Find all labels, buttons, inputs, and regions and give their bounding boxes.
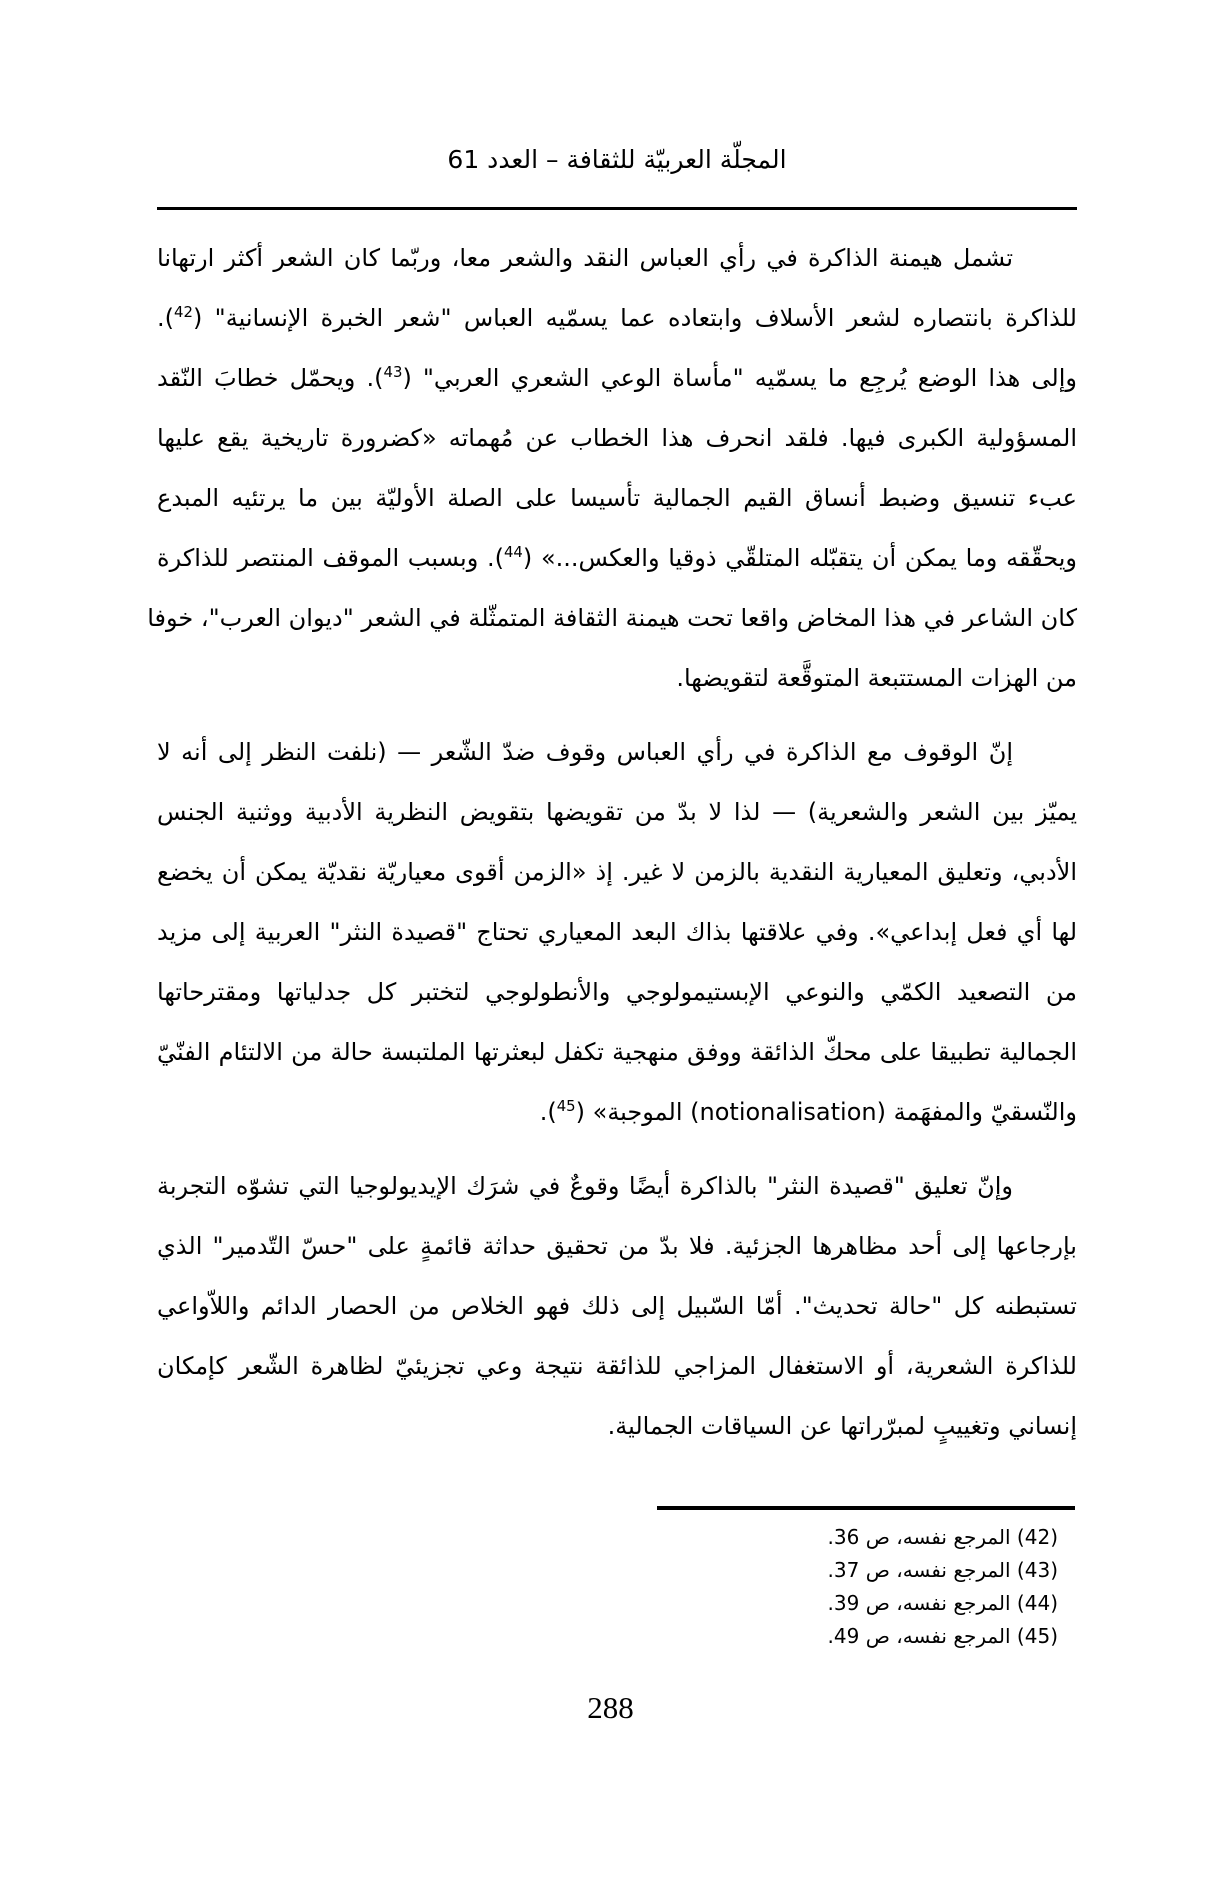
body-line: للذاكرة بانتصاره لشعر الأسلاف وابتعاده عما يسمّيه العباس "شعر الخبرة الإنسانية" ($^{42}$). bbox=[157, 303, 1077, 332]
body-line: ويحقّقه وما يمكن أن يتقبّله المتلقّي ذوقيا والعكس...» ($^{44}$). وبسبب الموقف المنتصر للذاكرة bbox=[157, 543, 1077, 572]
footnote-list bbox=[300, 1521, 1058, 1653]
body-line: الأدبي، وتعليق المعيارية النقدية بالزمن لا غير. إذ «الزمن أقوى معياريّة نقديّة يمكن أن يخضع bbox=[157, 858, 1077, 886]
journal-title-header: المجلّة العربيّة للثقافة – العدد 61 bbox=[447, 145, 787, 174]
body-line: إنساني وتغييبٍ لمبرّراتها عن السياقات الجمالية. bbox=[607, 1412, 1077, 1440]
body-line: بإرجاعها إلى أحد مظاهرها الجزئية. فلا بدّ من تحقيق حداثة قائمةٍ على "حسّ التّدمير" الذي bbox=[157, 1232, 1077, 1260]
footnote-item: (43) المرجع نفسه، ص 37. bbox=[827, 1558, 1058, 1582]
footnote-item: (42) المرجع نفسه، ص 36. bbox=[827, 1525, 1058, 1549]
body-text bbox=[147, 228, 1077, 1456]
body-line: للذاكرة الشعرية، أو الاستغفال المزاجي للذائقة نتيجة وعي تجزيئيّ لظاهرة الشّعر كإمكان bbox=[157, 1352, 1077, 1380]
body-line: والنّسقيّ والمفهَمة (notionalisation) الموجبة» ($^{45}$). bbox=[539, 1097, 1077, 1126]
paragraph-2 bbox=[157, 722, 1077, 1142]
body-line: وإنّ تعليق "قصيدة النثر" بالذاكرة أيضًا وقوعٌ في شرَك الإيديولوجيا التي تشوّه التجربة bbox=[157, 1172, 1013, 1200]
body-line: لها أي فعل إبداعي». وفي علاقتها بذاك البعد المعياري تحتاج "قصيدة النثر" العربية إلى مزيد bbox=[157, 918, 1077, 946]
body-line: تستبطنه كل "حالة تحديث". أمّا السّبيل إلى ذلك فهو الخلاص من الحصار الدائم واللاّواعي bbox=[157, 1292, 1077, 1320]
header-rule bbox=[157, 207, 1077, 210]
body-line: إنّ الوقوف مع الذاكرة في رأي العباس وقوف ضدّ الشّعر — (نلفت النظر إلى أنه لا bbox=[157, 738, 1013, 766]
page-number: 288 bbox=[587, 1690, 634, 1725]
paragraph-1 bbox=[147, 228, 1077, 708]
body-line: تشمل هيمنة الذاكرة في رأي العباس النقد والشعر معا، وربّما كان الشعر أكثر ارتهانا bbox=[157, 244, 1013, 272]
footnote-separator bbox=[657, 1506, 1075, 1510]
footnote-item: (44) المرجع نفسه، ص 39. bbox=[827, 1591, 1058, 1615]
body-line: المسؤولية الكبرى فيها. فلقد انحرف هذا الخطاب عن مُهماته «كضرورة تاريخية يقع عليها bbox=[157, 424, 1077, 452]
body-line: من التصعيد الكمّي والنوعي الإبستيمولوجي والأنطولوجي لتختبر كل جدلياتها ومقترحاتها bbox=[157, 978, 1077, 1006]
body-line: عبء تنسيق وضبط أنساق القيم الجمالية تأسيسا على الصلة الأوليّة بين ما يرتئيه المبدع bbox=[157, 484, 1077, 512]
body-line: وإلى هذا الوضع يُرجِع ما يسمّيه "مأساة الوعي الشعري العربي" ($^{43}$). ويحمّل خطابَ النّقد bbox=[157, 363, 1077, 392]
body-line: كان الشاعر في هذا المخاض واقعا تحت هيمنة الثقافة المتمثّلة في الشعر "ديوان العرب"، خوفا bbox=[147, 604, 1077, 632]
footnote-item: (45) المرجع نفسه، ص 49. bbox=[827, 1624, 1058, 1648]
body-line: من الهزات المستتبعة المتوقَّعة لتقويضها. bbox=[676, 664, 1077, 692]
body-line: يميّز بين الشعر والشعرية) — لذا لا بدّ من تقويضها بتقويض النظرية الأدبية ووثنية الجنس bbox=[157, 798, 1077, 826]
paragraph-3 bbox=[157, 1156, 1077, 1456]
body-line: الجمالية تطبيقا على محكّ الذائقة ووفق منهجية تكفل لبعثرتها الملتبسة حالة من الالتئام الفنّيّ bbox=[157, 1038, 1077, 1066]
